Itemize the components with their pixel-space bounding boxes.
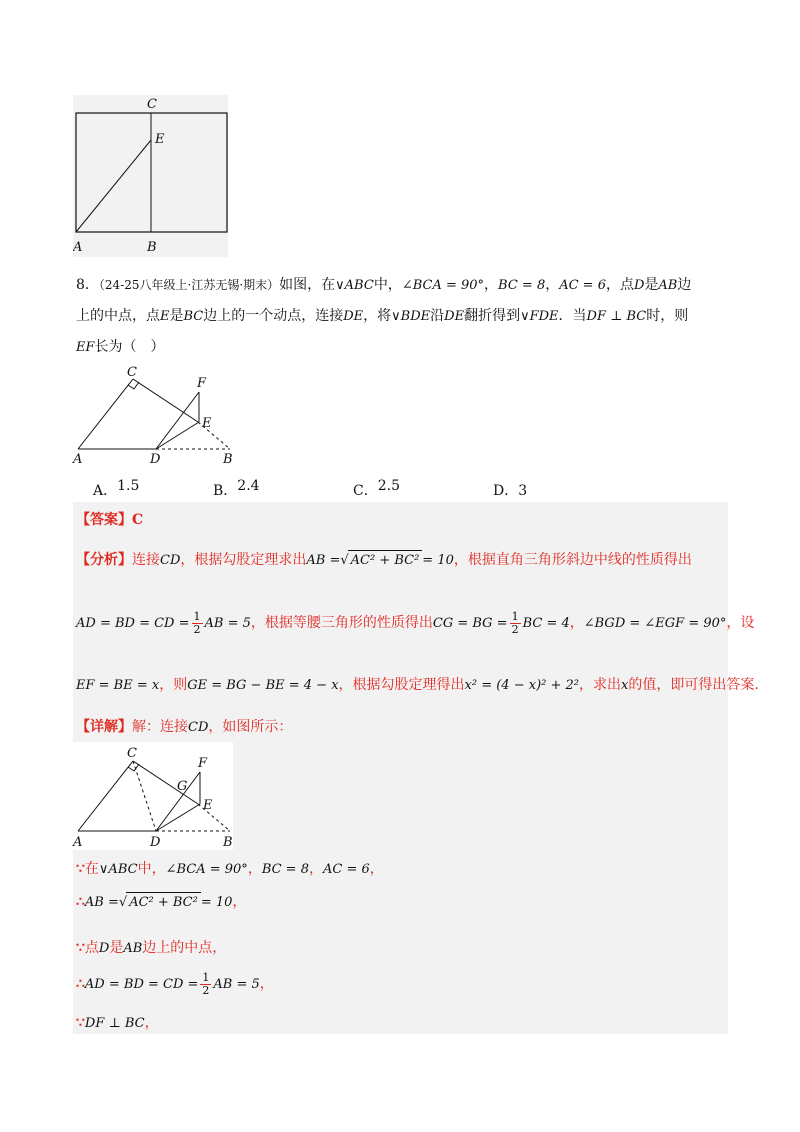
frac-num: 1 [193,609,201,623]
because-symbol: ∵ [76,1015,85,1031]
q-text: 是 [644,277,659,293]
frac-num: 1 [202,970,210,984]
detail-step-1 [76,859,384,880]
option-letter: A． [93,483,118,499]
a-text: ，根据等腰三角形的性质得出 [250,615,433,631]
q-text: 时，则 [646,308,689,324]
a-math: AC² + BC² [348,550,423,571]
fig1-label-b: B [147,240,157,255]
answer-value: C [132,512,144,528]
q-math: E [160,309,170,324]
d-math: CD [188,720,209,735]
d-text: 点 [84,940,99,956]
a-math: ∠BGD = ∠EGF = 90° [583,616,727,631]
fig1-label-e: E [155,132,165,147]
a-math: CG = BG = [432,616,508,631]
fig2-label-d: D [150,452,161,465]
detail-step-5 [76,1013,159,1034]
fig3-label-d: D [150,835,161,850]
d-text: 边上的中点， [142,940,227,956]
q-text: ．当 [558,308,587,324]
a-text: ，根据勾股定理得出 [338,677,465,693]
q-text: 是 [169,308,184,324]
option-value: 2.4 [237,478,260,494]
a-text: ，则 [159,677,188,693]
analysis-line-2 [76,608,754,639]
a-math: GE = BG − BE = 4 − x [187,678,339,693]
d-text: 在 [84,861,99,877]
question-source: （24-25八年级上·江苏无锡·期末） [98,278,280,292]
a-text: ，根据勾股定理求出 [180,552,307,568]
d-math: AB = 5 [213,977,260,992]
fig3-label-g: G [177,779,188,794]
q-math: D [633,278,645,293]
answer-line [76,510,143,530]
d-math: AB [123,941,143,956]
a-math: CD [160,553,181,568]
sqrt-sign: √ [118,895,128,910]
a-math: x² = (4 − x)² + 2² [464,678,579,693]
d-text: ， [232,894,247,910]
fig2-label-b: B [223,452,233,465]
analysis-line-1 [76,550,692,571]
analysis-tag: 【分析】 [76,552,132,568]
fig2-label-c: C [127,365,137,380]
question-line-2 [76,306,688,327]
d-math: AC = 6 [322,862,370,877]
a-text: ，根据直角三角形斜边中线的性质得出 [453,552,692,568]
fig3-label-e: E [203,798,213,813]
d-math: AD = BD = CD = [84,977,199,992]
d-text: ， [259,976,274,992]
d-math: ∨ABC [98,862,138,877]
a-text: ，设 [726,615,755,631]
therefore-symbol: ∴ [76,976,85,992]
figure1-diagram [73,95,228,257]
d-math: AC² + BC² [126,892,201,913]
detail-line-1 [76,717,292,738]
detail-step-3 [76,938,226,959]
d-text: ， [369,861,384,877]
a-text: ， [569,615,584,631]
q-text: ，将 [363,308,392,324]
question-line-3 [76,337,165,358]
d-text: ， [247,861,262,877]
d-text: ，如图所示： [208,719,293,735]
q-math: EF [76,340,95,355]
a-math: AD = BD = CD = [76,616,190,631]
fig2-label-a: A [73,452,83,465]
fig3-label-c: C [127,746,137,761]
q-math: AC = 6 [559,278,606,293]
frac-den: 2 [511,622,519,636]
q-math: ∨BDE [391,309,431,324]
q-text: 如图，在 [279,277,336,293]
fig3-label-a: A [73,835,83,850]
fraction-half [192,611,203,636]
q-text: 沿 [430,308,445,324]
q-text: ， [545,277,560,293]
a-text: 的值，即可得出答案. [628,677,759,693]
q-math: BC = 8 [498,278,546,293]
sqrt-sign: √ [340,553,349,568]
d-math: BC = 8 [261,862,309,877]
fraction-half [200,972,211,997]
figure2-diagram [70,365,240,465]
fraction-half [510,611,521,636]
q-text: ，点 [605,277,634,293]
fig2-label-f: F [197,376,207,391]
a-math: AB = [306,553,341,568]
option-a[interactable] [93,480,139,500]
option-value: 2.5 [377,478,400,494]
d-math: D [98,941,110,956]
q-math: ∨FDE [520,309,559,324]
fig2-label-e: E [202,416,212,431]
figure3-diagram [70,742,240,850]
q-text: 翻折得到 [464,308,521,324]
fig3-label-b: B [223,835,233,850]
fig1-label-a: A [73,240,83,255]
d-text: 中， [137,861,166,877]
option-letter: C． [353,483,378,499]
q-math: AB [658,278,678,293]
d-math: AB = [84,895,119,910]
d-text: ， [144,1015,159,1031]
q-math: DF ⊥ BC [586,309,647,324]
analysis-line-3 [76,675,759,696]
q-math: DE [343,309,364,324]
detail-step-4 [76,969,274,1000]
because-symbol: ∵ [76,861,85,877]
d-text: ， [308,861,323,877]
a-math: BC = 4 [522,616,570,631]
q-text: 中， [373,277,402,293]
q-text: 上的中点，点 [76,308,160,324]
option-d[interactable] [493,480,527,500]
frac-den: 2 [193,622,201,636]
q-math: BC [183,309,204,324]
fig3-label-f: F [198,756,208,771]
q-math: ∠BCA = 90° [401,278,485,293]
option-value: 1.5 [117,478,140,494]
d-math: = 10 [200,895,233,910]
detail-step-2 [76,892,246,913]
therefore-symbol: ∴ [76,894,85,910]
option-letter: D． [493,483,519,499]
option-letter: B． [213,483,238,499]
d-math: ∠BCA = 90° [165,862,248,877]
q-text: ， [484,277,499,293]
d-text: 解：连接 [132,719,188,735]
a-math: = 10 [422,553,454,568]
a-math: AB = 5 [204,616,251,631]
question-number: 8． [76,277,99,293]
a-math: EF = BE = x [76,678,160,693]
q-math: DE [444,309,465,324]
q-text: 长为（ ） [94,339,165,355]
d-text: 是 [109,940,124,956]
because-symbol: ∵ [76,940,85,956]
frac-den: 2 [202,983,210,997]
a-text: 连接 [132,552,160,568]
answer-tag: 【答案】 [76,512,132,528]
option-b[interactable] [213,480,260,500]
q-math: ∨ABC [335,278,374,293]
d-math: DF ⊥ BC [84,1016,145,1031]
frac-num: 1 [511,609,519,623]
detail-tag: 【详解】 [76,719,132,735]
a-math: x [621,678,629,693]
option-value: 3 [518,483,528,499]
option-c[interactable] [353,480,400,500]
fig1-label-c: C [147,97,157,112]
q-text: 边 [677,277,692,293]
q-text: 边上的一个动点，连接 [203,308,344,324]
a-text: ，求出 [579,677,621,693]
question-line-1 [76,275,691,296]
